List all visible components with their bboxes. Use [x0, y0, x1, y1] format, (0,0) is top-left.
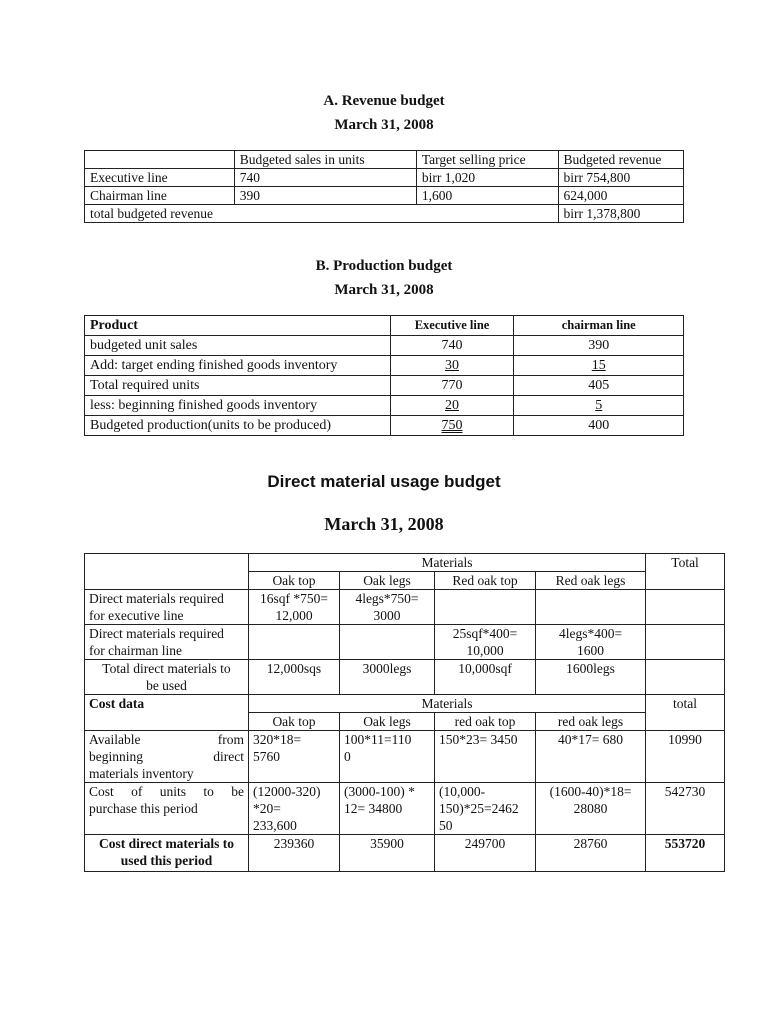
table-cell: 150)*25=2462	[439, 801, 519, 816]
table-cell: 5760	[253, 749, 280, 764]
total-value: birr 1,378,800	[558, 205, 683, 223]
table-cell: 1600	[577, 643, 605, 658]
table-cell: (10,000-	[439, 784, 486, 799]
table-cell: 12,000	[275, 608, 313, 623]
table-cell: 320*18=	[253, 732, 302, 747]
row-label: direct	[213, 749, 244, 764]
table-row	[85, 336, 684, 356]
table-cell: 4legs*750=	[355, 591, 419, 606]
table-row	[85, 660, 725, 695]
table-cell: 16sqf *750=	[260, 591, 328, 606]
revenue-budget-table	[84, 150, 684, 223]
table-header: Budgeted revenue	[558, 151, 683, 169]
table-cell: 400	[514, 416, 684, 436]
table-cell: Add: target ending finished goods inventory	[85, 356, 391, 376]
table-header: Budgeted sales in units	[234, 151, 416, 169]
table-row	[85, 554, 725, 572]
table-cell: 249700	[435, 835, 536, 872]
table-header: Red oak top	[435, 572, 536, 590]
row-label: used this period	[120, 853, 213, 868]
table-cell: 405	[514, 376, 684, 396]
table-header: Oak top	[249, 713, 340, 731]
table-cell: 15	[591, 358, 606, 373]
total-header: Total	[646, 554, 725, 590]
table-cell: 233,600	[253, 818, 297, 833]
table-cell: 30	[445, 358, 459, 373]
table-cell: 5	[595, 398, 603, 413]
table-cell: Total required units	[85, 376, 391, 396]
row-label: for executive line	[89, 608, 184, 623]
table-cell: 12= 34800	[344, 801, 403, 816]
materials-header: Materials	[249, 695, 646, 713]
table-row	[85, 356, 684, 376]
table-cell: (3000-100) *	[344, 784, 415, 799]
table-cell: 10,000	[466, 643, 504, 658]
material-budget-title: Direct material usage budget	[267, 472, 501, 491]
table-header: Executive line	[390, 316, 514, 336]
table-row	[85, 316, 684, 336]
table-cell: 624,000	[558, 187, 683, 205]
row-label: Cost direct materials to	[98, 836, 235, 851]
table-cell: 0	[344, 749, 351, 764]
table-cell: 50	[439, 818, 453, 833]
table-row	[85, 187, 684, 205]
row-label: materials inventory	[89, 766, 194, 781]
row-label: Total direct materials to	[102, 661, 231, 676]
row-label: Cost	[89, 784, 114, 799]
table-cell: 1600legs	[536, 660, 646, 695]
table-cell: 750	[441, 418, 463, 433]
table-row	[85, 695, 725, 713]
table-header: Oak top	[249, 572, 340, 590]
table-cell: budgeted unit sales	[85, 336, 391, 356]
table-row	[85, 783, 725, 835]
table-cell: 10,000sqf	[435, 660, 536, 695]
table-row	[85, 169, 684, 187]
row-label: from	[217, 732, 244, 747]
table-cell: 12,000sqs	[249, 660, 340, 695]
table-cell: 20	[445, 398, 459, 413]
row-label: beginning	[89, 749, 143, 764]
table-row	[85, 416, 684, 436]
table-header: Product	[85, 316, 391, 336]
production-budget-table	[84, 315, 684, 436]
table-cell: (12000-320)	[253, 784, 321, 799]
table-cell: 390	[234, 187, 416, 205]
row-label: be used	[146, 678, 187, 693]
row-label: purchase this period	[89, 801, 198, 816]
table-cell: 4legs*400=	[558, 626, 623, 641]
table-cell: 239360	[249, 835, 340, 872]
table-row	[85, 376, 684, 396]
table-cell: 150*23= 3450	[439, 732, 518, 747]
table-row	[85, 835, 725, 872]
table-row	[85, 205, 684, 223]
table-cell: birr 1,020	[416, 169, 558, 187]
table-cell: 35900	[340, 835, 435, 872]
total-label: total budgeted revenue	[85, 205, 559, 223]
table-cell: 740	[390, 336, 514, 356]
table-cell: 390	[514, 336, 684, 356]
table-cell: Budgeted production(units to be produced)	[85, 416, 391, 436]
table-cell	[85, 151, 235, 169]
table-header: red oak top	[435, 713, 536, 731]
row-label: be	[231, 784, 244, 799]
row-label: for chairman line	[89, 643, 182, 658]
materials-header: Materials	[249, 554, 646, 572]
table-cell: 1,600	[416, 187, 558, 205]
table-header: Target selling price	[416, 151, 558, 169]
table-cell: 3000legs	[340, 660, 435, 695]
row-label: units	[159, 784, 186, 799]
table-cell: 100*11=110	[344, 732, 412, 747]
row-label: to	[203, 784, 214, 799]
table-row	[85, 625, 725, 660]
table-cell: 28760	[536, 835, 646, 872]
material-budget-date: March 31, 2008	[324, 514, 444, 534]
table-cell: 542730	[646, 783, 725, 835]
table-cell: (1600-40)*18=	[549, 784, 632, 799]
material-usage-table	[84, 553, 725, 872]
table-header: chairman line	[514, 316, 684, 336]
table-cell: Executive line	[85, 169, 235, 187]
table-header: red oak legs	[536, 713, 646, 731]
total-header: total	[646, 695, 725, 731]
table-cell: 10990	[646, 731, 725, 783]
grand-total: 553720	[646, 835, 725, 872]
production-budget-date: March 31, 2008	[334, 282, 434, 298]
table-row	[85, 151, 684, 169]
table-header: Oak legs	[340, 572, 435, 590]
table-cell: Chairman line	[85, 187, 235, 205]
table-row	[85, 396, 684, 416]
table-row	[85, 590, 725, 625]
table-row	[85, 731, 725, 783]
production-budget-title: B. Production budget	[315, 258, 453, 274]
table-cell: *20=	[253, 801, 281, 816]
table-cell: 740	[234, 169, 416, 187]
table-cell: 3000	[373, 608, 401, 623]
table-header: Red oak legs	[536, 572, 646, 590]
table-cell: 40*17= 680	[558, 732, 624, 747]
cost-data-label: Cost data	[85, 695, 249, 731]
table-cell: 25sqf*400=	[452, 626, 518, 641]
table-cell: 770	[390, 376, 514, 396]
revenue-budget-title: A. Revenue budget	[323, 93, 445, 109]
row-label: of	[131, 784, 143, 799]
table-cell: less: beginning finished goods inventory	[85, 396, 391, 416]
table-cell: 28080	[573, 801, 608, 816]
row-label: Available	[89, 732, 141, 747]
table-cell: birr 754,800	[558, 169, 683, 187]
row-label: Direct materials required	[89, 626, 224, 641]
revenue-budget-date: March 31, 2008	[334, 117, 434, 133]
row-label: Direct materials required	[89, 591, 224, 606]
table-header: Oak legs	[340, 713, 435, 731]
